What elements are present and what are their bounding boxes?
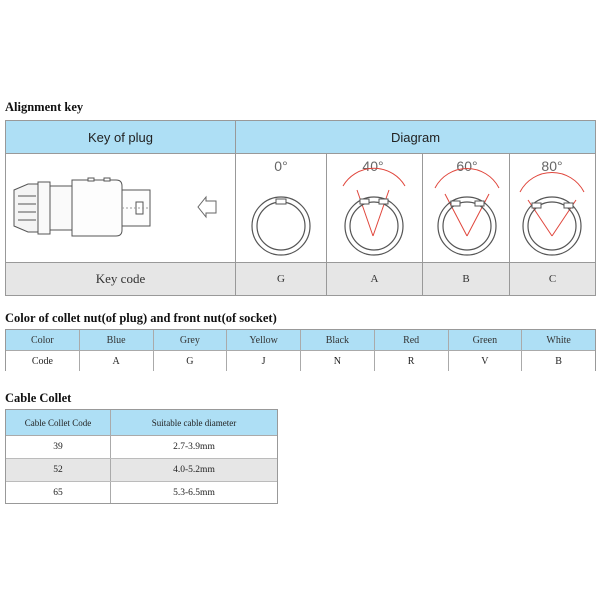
- color-header-cell: Grey: [154, 330, 228, 350]
- plug-drawing-cell: [6, 154, 235, 262]
- diagram-80-deg: [510, 154, 595, 262]
- collet-code-cell: 65: [6, 482, 111, 503]
- cable-diameter-cell: 4.0-5.2mm: [173, 465, 215, 475]
- left-arrow-icon: [198, 197, 216, 217]
- color-header-cell: Black: [301, 330, 375, 350]
- diagram-60-deg: [423, 154, 509, 262]
- collet-code-cell: 52: [6, 459, 111, 481]
- color-header-cell: Green: [449, 330, 523, 350]
- color-code-cell: J: [227, 351, 301, 371]
- diagram-40-deg: [327, 154, 422, 262]
- cable-diameter-cell: 2.7-3.9mm: [173, 442, 215, 452]
- table-row: [6, 436, 277, 459]
- color-header-cell: White: [546, 334, 571, 346]
- color-header-row: [6, 330, 595, 351]
- angle-label: 80°: [541, 158, 563, 174]
- angle-label: 0°: [274, 158, 288, 174]
- diagram-0-deg: [236, 154, 326, 262]
- color-header-cell: Blue: [80, 330, 154, 350]
- key-code-g: G: [236, 263, 326, 295]
- collet-code-header: Cable Collet Code: [6, 410, 111, 435]
- table-row: [6, 482, 277, 503]
- color-code-cell: R: [375, 351, 449, 371]
- cable-diameter-header: Suitable cable diameter: [151, 417, 237, 428]
- key-code-b: B: [423, 263, 509, 295]
- angle-label: 60°: [456, 158, 478, 174]
- diagram-header: Diagram: [236, 121, 595, 153]
- color-header-cell: Yellow: [227, 330, 301, 350]
- collet-color-title: Color of collet nut(of plug) and front nut(of socket): [5, 311, 277, 325]
- collet-header-row: [6, 410, 277, 436]
- alignment-key-table: [5, 120, 596, 296]
- table-row: [6, 459, 277, 482]
- color-code-cell: V: [449, 351, 523, 371]
- connector-plug-icon: [6, 154, 235, 262]
- key-of-plug-header: Key of plug: [6, 121, 235, 153]
- color-header-cell: Red: [375, 330, 449, 350]
- color-header-cell: Color: [6, 330, 80, 350]
- alignment-key-title: Alignment key: [5, 100, 84, 114]
- cable-collet-title: Cable Collet: [5, 391, 72, 405]
- color-code-cell: G: [154, 351, 228, 371]
- angle-label: 40°: [362, 158, 384, 174]
- color-code-row: [6, 351, 595, 371]
- color-code-cell: N: [301, 351, 375, 371]
- key-code-c: C: [510, 263, 595, 295]
- key-code-a: A: [327, 263, 422, 295]
- color-table: [5, 329, 596, 371]
- color-code-cell: A: [80, 351, 154, 371]
- color-code-cell: B: [555, 355, 562, 367]
- cable-collet-table: [5, 409, 278, 504]
- cable-diameter-cell: 5.3-6.5mm: [173, 487, 215, 498]
- key-code-label: Key code: [6, 263, 235, 295]
- color-code-cell: Code: [6, 351, 80, 371]
- collet-code-cell: 39: [6, 436, 111, 458]
